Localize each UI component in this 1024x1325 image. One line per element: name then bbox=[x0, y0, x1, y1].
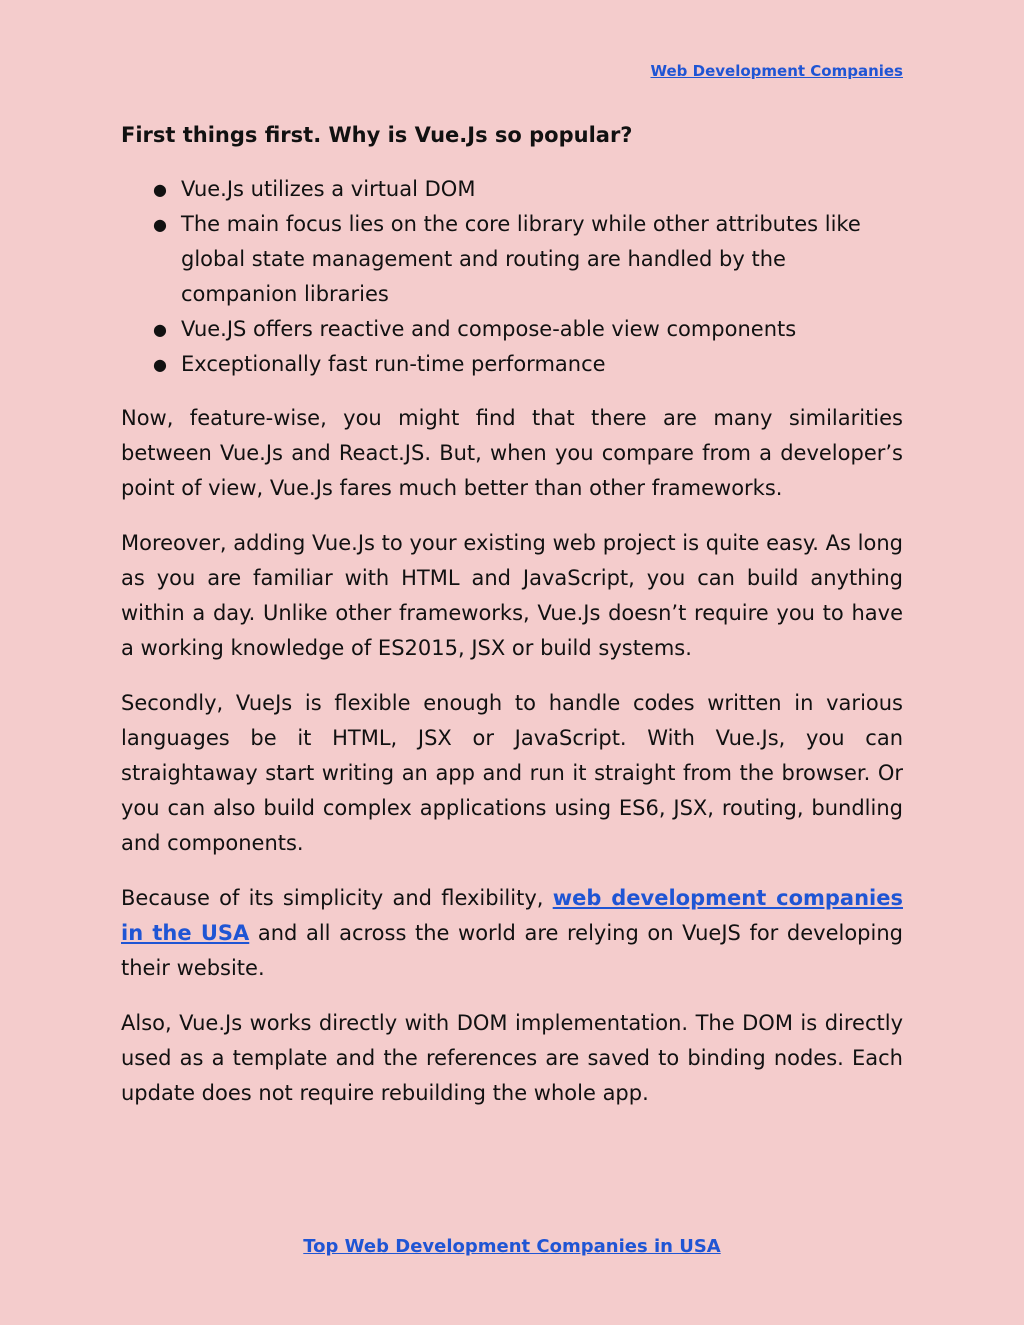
list-item-text: Vue.JS offers reactive and compose-able view components bbox=[181, 317, 797, 341]
paragraph-text-after-link: and all across the world are relying on VueJS for developing their website. bbox=[121, 921, 903, 980]
list-item bbox=[121, 312, 903, 347]
feature-list bbox=[121, 172, 903, 382]
bullet-icon: ● bbox=[153, 215, 167, 234]
bullet-icon: ● bbox=[153, 320, 167, 339]
paragraph-easy-adoption: Moreover, adding Vue.Js to your existing web project is quite easy. As long as you are familiar with HTML and JavaScript, you can build anything within a day. Unlike other frameworks, Vue.Js doesn’t require you to have a working knowledge of ES2015, JSX or build systems. bbox=[121, 531, 903, 660]
paragraph-text-before-link: Because of its simplicity and flexibility, bbox=[121, 886, 553, 910]
paragraph-companies bbox=[121, 881, 903, 986]
bullet-icon: ● bbox=[153, 355, 167, 374]
paragraph-dom: Also, Vue.Js works directly with DOM implementation. The DOM is directly used as a template and the references are saved to binding nodes. Each update does not require rebuilding the whole app. bbox=[121, 1011, 903, 1105]
footer-link[interactable]: Top Web Development Companies in USA bbox=[303, 1236, 721, 1257]
list-item bbox=[121, 207, 903, 312]
article-heading: First things first. Why is Vue.Js so popular? bbox=[121, 123, 633, 147]
list-item-text: Exceptionally fast run-time performance bbox=[181, 352, 606, 376]
usa-companies-link[interactable]: web development companies in the USA bbox=[121, 886, 903, 945]
bullet-icon: ● bbox=[153, 180, 167, 199]
header-link[interactable]: Web Development Companies bbox=[650, 62, 903, 80]
article-body bbox=[121, 118, 903, 1131]
list-item-text: Vue.Js utilizes a virtual DOM bbox=[181, 177, 476, 201]
paragraph-flexibility: Secondly, VueJs is flexible enough to handle codes written in various languages be it HTML, JSX or JavaScript. With Vue.Js, you can straightaway start writing an app and run it straight from the browser. Or you can also build complex applications using ES6, JSX, routing, bundling and components. bbox=[121, 691, 903, 855]
footer bbox=[0, 1236, 1024, 1257]
list-item bbox=[121, 172, 903, 207]
list-item-text: The main focus lies on the core library while other attributes like global state management and routing are handled by the companion libraries bbox=[181, 212, 861, 306]
paragraph-similarities: Now, feature-wise, you might find that there are many similarities between Vue.Js and React.JS. But, when you compare from a developer’s point of view, Vue.Js fares much better than other frameworks. bbox=[121, 406, 903, 500]
list-item bbox=[121, 347, 903, 382]
